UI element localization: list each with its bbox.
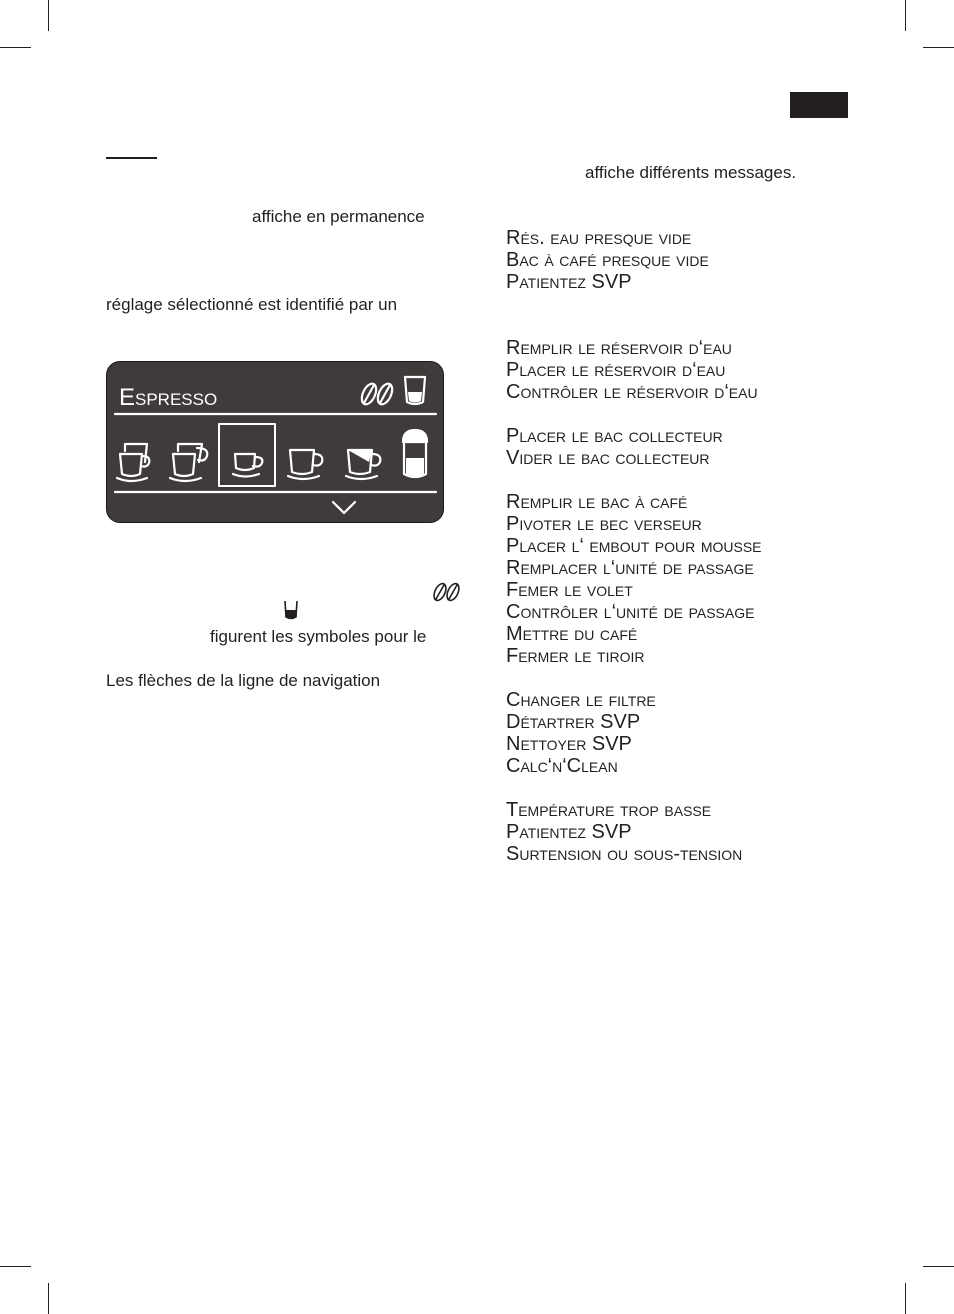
crop-mark [923,1266,954,1267]
list-item: Bac à café presque vide [506,249,709,271]
cup-milk-icon [346,450,380,479]
beans-icon [359,381,395,406]
text-line-permanence: affiche en permanence [252,207,425,226]
list-item: Changer le filtre [506,689,656,711]
text-line-symboles: figurent les symboles pour le [210,627,427,646]
list-item: Contrôler le réservoir d‘eau [506,381,758,403]
list-item: Placer le bac collecteur [506,425,723,447]
cup-selected-icon [233,454,262,477]
cup-icon [283,599,299,621]
heading-rule [106,157,157,159]
display-panel [106,361,444,523]
crop-mark [923,47,954,48]
list-item: Patientez SVP [506,271,632,293]
cup-icon [288,450,322,479]
list-item: Patientez SVP [506,821,632,843]
list-item: Calc‘n‘Clean [506,755,618,777]
list-item: Température trop basse [506,799,712,821]
beans-icon [432,581,462,603]
crop-mark [905,1283,906,1314]
crop-mark [48,1283,49,1314]
text-line-reglage: réglage sélectionné est identifié par un [106,295,398,314]
crop-mark [0,1266,31,1267]
text-line-intro: affiche différents messages. [585,163,797,182]
list-item: Contrôler l‘unité de passage [506,601,755,623]
text-line-navigation: Les flèches de la ligne de navigation [106,671,381,690]
message-list [506,227,762,865]
language-tab [790,92,848,118]
chevron-down-icon [333,502,355,513]
list-item: Remplacer l‘unité de passage [506,557,754,579]
cup-2-icon [170,444,207,481]
list-item: Remplir le réservoir d‘eau [506,337,732,359]
list-item: Placer l‘ embout pour mousse [506,535,762,557]
list-item: Nettoyer SVP [506,733,632,755]
milk-jug-icon [403,430,427,477]
list-item: Surtension ou sous-tension [506,843,743,865]
list-item: Détartrer SVP [506,711,641,733]
crop-mark [0,47,31,48]
list-item: Femer le volet [506,579,633,601]
crop-mark [905,0,906,31]
list-item: Mettre du café [506,623,638,645]
list-item: Placer le réservoir d‘eau [506,359,726,381]
display-title: Espresso [119,384,218,411]
list-item: Rés. eau presque vide [506,227,692,249]
crop-mark [48,0,49,31]
list-item: Pivoter le bec verseur [506,513,702,535]
cup-icon [405,377,425,404]
cup-2-icon [117,444,149,481]
list-item: Remplir le bac à café [506,491,688,513]
list-item: Fermer le tiroir [506,645,645,667]
list-item: Vider le bac collecteur [506,447,710,469]
